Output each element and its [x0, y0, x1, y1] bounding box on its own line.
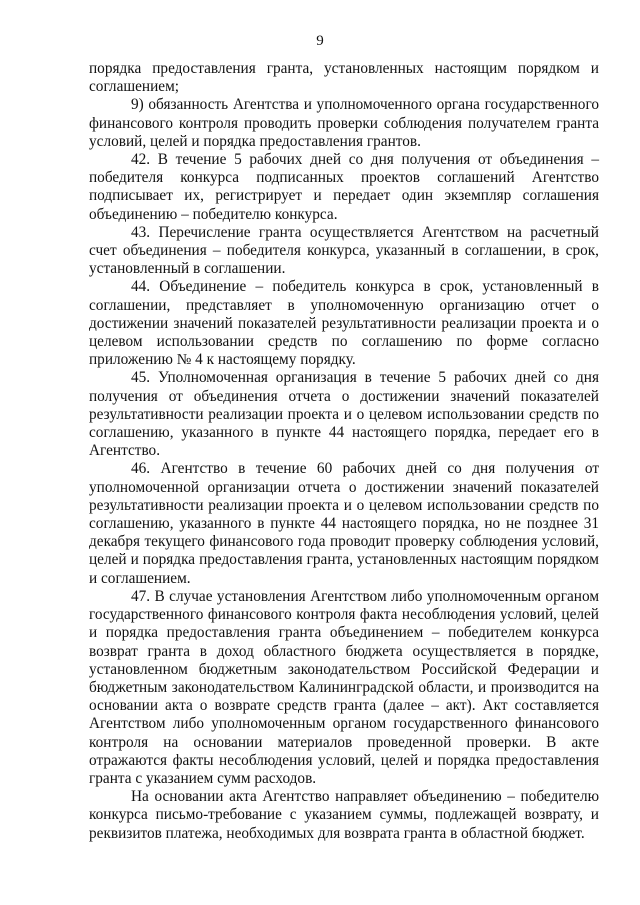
paragraph-44: 44. Объединение – победитель конкурса в срок, установленный в соглашении, представляет в уполномоченную организацию отчет о достижении значений показателей результативности реализации проекта и о целевом использовании средств по соглашению по форме согласно приложению № 4 к настоящему порядку. [89, 278, 599, 369]
document-body [89, 60, 599, 843]
paragraph-42: 42. В течение 5 рабочих дней со дня получения от объединения – победителя конкурса подписанных проектов соглашений Агентство подписывает их, регистрирует и передает один экземпляр соглашения объединению – победителю конкурса. [89, 151, 599, 223]
paragraph-45: 45. Уполномоченная организация в течение 5 рабочих дней со дня получения от объединения отчета о достижении значений показателей результативности реализации проекта и о целевом использовании средств по соглашению, указанного в пункте 44 настоящего порядка, передает его в Агентство. [89, 369, 599, 460]
paragraph-43: 43. Перечисление гранта осуществляется Агентством на расчетный счет объединения – победителя конкурса, указанный в соглашении, в срок, установленный в соглашении. [89, 223, 599, 278]
paragraph-47-second: На основании акта Агентство направляет объединению – победителю конкурса письмо-требование с указанием суммы, подлежащей возврату, и реквизитов платежа, необходимых для возврата гранта в областной бюджет. [89, 788, 599, 842]
page-number: 9 [316, 33, 324, 49]
paragraph-47: 47. В случае установления Агентством либо уполномоченным органом государственного финансового контроля факта несоблюдения условий, целей и порядка предоставления гранта объединением – победителем конкурса возврат гранта в доход областного бюджета осуществляется в порядке, установленном бюджетным законодательством Российской Федерации и бюджетным законодательством Калининградской области, и производится на основании акта о возврате средств гранта (далее – акт). Акт составляется Агентством либо уполномоченным органом государственного финансового контроля на основании материалов проведенной проверки. В акте отражаются факты несоблюдения условий, целей и порядка предоставления гранта с указанием сумм расходов. [89, 587, 599, 787]
paragraph-continuation: порядка предоставления гранта, установленных настоящим порядком и соглашением; [89, 60, 599, 96]
paragraph-46: 46. Агентство в течение 60 рабочих дней со дня получения от уполномоченной организации отчета о достижении значений показателей результативности реализации проекта и о целевом использовании средств по соглашению, указанного в пункте 44 настоящего порядка, но не позднее 31 декабря текущего финансового года проводит проверку соблюдения условий, целей и порядка предоставления гранта, установленных настоящим порядком и соглашением. [89, 460, 599, 587]
paragraph-item-9: 9) обязанность Агентства и уполномоченного органа государственного финансового контроля проводить проверки соблюдения получателем гранта условий, целей и порядка предоставления грантов. [89, 96, 599, 150]
